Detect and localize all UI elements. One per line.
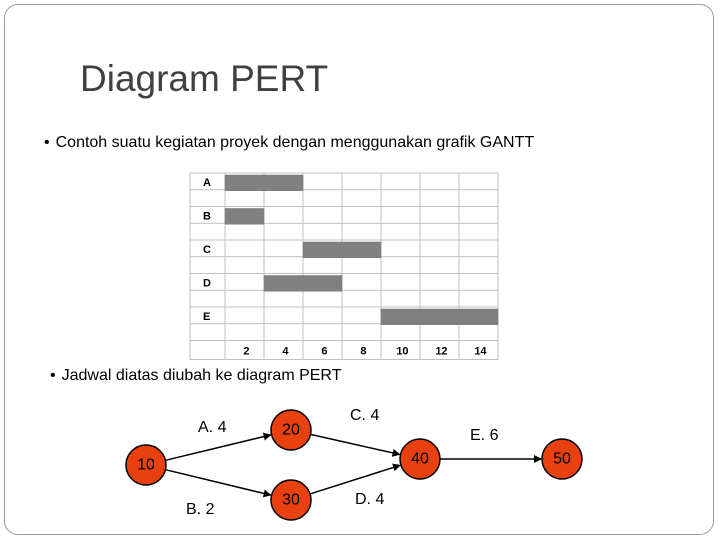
pert-node-label: 10 <box>137 456 155 474</box>
pert-edge-label: D. 4 <box>355 491 385 508</box>
pert-edge-label: C. 4 <box>350 407 380 424</box>
gantt-tick-label: 14 <box>474 345 487 358</box>
pert-edge-n20-n40 <box>311 434 400 454</box>
pert-node-label: 20 <box>282 421 300 439</box>
gantt-row-label-c: C <box>203 244 211 256</box>
pert-edge-n10-n30 <box>165 470 270 495</box>
pert-edge-label: B. 2 <box>186 501 215 518</box>
gantt-row-label-d: D <box>203 277 211 290</box>
pert-node-label: 40 <box>411 450 429 468</box>
gantt-tick-label: 4 <box>282 345 289 358</box>
pert-edge-n10-n20 <box>165 435 270 460</box>
gantt-tick-label: 12 <box>435 345 448 358</box>
bullet-marker: • <box>44 134 50 151</box>
bullet-gantt-text: Contoh suatu kegiatan proyek dengan menggunakan grafik GANTT <box>55 134 535 151</box>
gantt-row-label-b: B <box>203 210 211 223</box>
gantt-tick-label: 10 <box>396 345 409 358</box>
pert-edge-n30-n40 <box>310 465 400 494</box>
pert-edge-label: A. 4 <box>198 419 227 436</box>
slide-title: Diagram PERT <box>80 58 329 99</box>
bullet-marker: • <box>50 367 56 384</box>
pert-node-label: 50 <box>553 450 571 468</box>
gantt-tick-label: 6 <box>321 345 328 358</box>
gantt-tick-label: 8 <box>360 345 367 358</box>
gantt-tick-label: 2 <box>243 345 250 358</box>
bullet-pert-text: Jadwal diatas diubah ke diagram PERT <box>61 367 342 384</box>
pert-edge-label: E. 6 <box>470 427 499 444</box>
pert-node-label: 30 <box>282 491 300 509</box>
gantt-row-label-a: A <box>203 177 211 189</box>
gantt-row-label-e: E <box>203 311 211 323</box>
